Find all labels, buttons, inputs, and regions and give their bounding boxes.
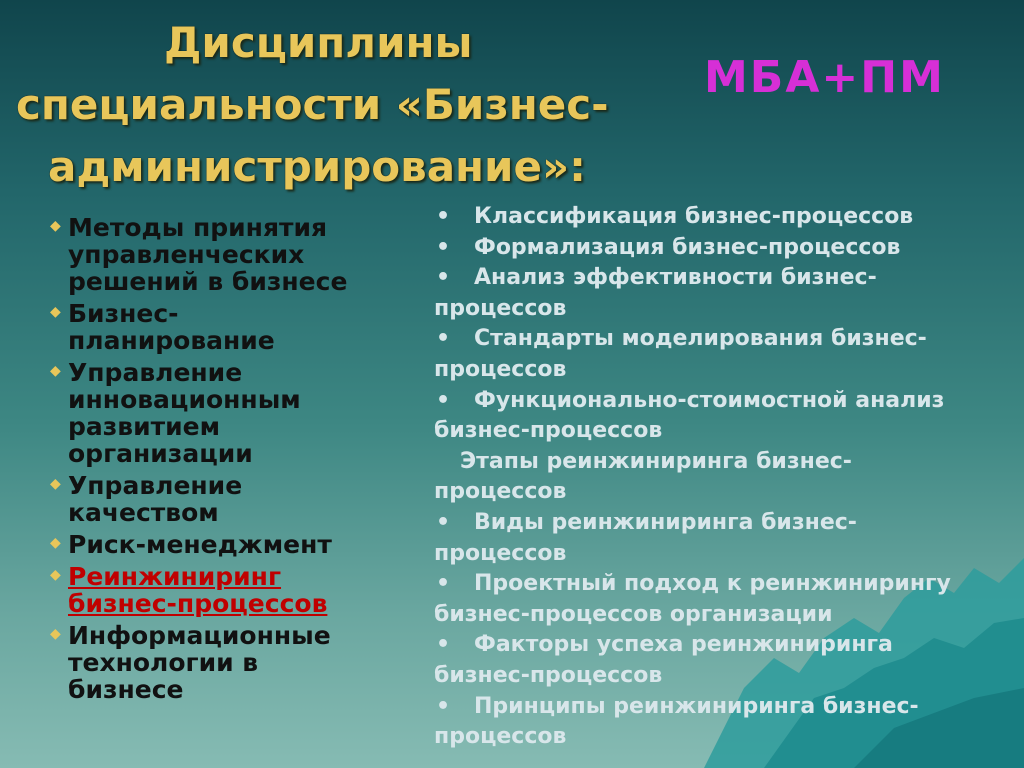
discipline-item [48,531,408,558]
topic-line [434,263,1024,294]
diamond-bullet-icon: ◆ [50,567,61,583]
topic-text: бизнес-процессов [434,662,663,688]
topic-text: процессов [434,540,567,566]
discipline-item-text: организации [68,439,253,468]
topic-line [434,416,1024,447]
bullet-dot-icon: • [436,387,451,413]
topic-text: процессов [434,479,567,505]
topic-text: Стандарты моделирования бизнес- [474,326,927,352]
topic-text: Функционально-стоимостной анализ [474,387,945,413]
diamond-bullet-icon: ◆ [50,218,61,234]
title-line-3: администрирование»: [48,142,586,191]
topic-text: Принципы реинжиниринга бизнес- [474,693,919,719]
discipline-item [48,300,408,354]
diamond-bullet-icon: ◆ [50,476,61,492]
topic-text: процессов [434,356,567,382]
topic-text: Виды реинжиниринга бизнес- [474,509,857,535]
discipline-item-text: решений в бизнесе [68,267,348,296]
title-line-1: Дисциплины [164,18,473,67]
title-line-2: специальности «Бизнес- [16,80,609,129]
topic-text: Классификация бизнес-процессов [474,204,914,229]
discipline-item-text: Управление [68,471,243,500]
bullet-dot-icon: • [436,204,451,229]
discipline-item-text: планирование [68,326,275,355]
topic-line [434,539,1024,570]
topic-line [434,233,1024,264]
topic-line [434,508,1024,539]
discipline-item-text: бизнесе [68,675,184,704]
bullet-dot-icon: • [436,693,451,719]
slide-title [16,12,656,198]
diamond-bullet-icon: ◆ [50,626,61,642]
diamond-bullet-icon: ◆ [50,304,61,320]
left-discipline-list [48,214,408,708]
topic-line [434,477,1024,508]
discipline-item[interactable] [48,563,408,617]
discipline-item-text[interactable]: бизнес-процессов [68,589,328,618]
discipline-item-text[interactable]: Реинжиниринг [68,562,282,591]
topic-line [434,294,1024,325]
topic-line [434,386,1024,417]
bullet-dot-icon: • [436,632,451,658]
discipline-item-text: технологии в [68,648,259,677]
topic-line [434,630,1024,661]
discipline-item-text: Методы принятия [68,213,328,242]
topic-text: Проектный подход к реинжинирингу [474,571,951,597]
discipline-item-text: инновационным [68,385,301,414]
topic-text: процессов [434,724,567,750]
topic-text: Анализ эффективности бизнес- [474,265,877,291]
bullet-dot-icon: • [436,265,451,291]
topic-text: бизнес-процессов организации [434,601,833,627]
bullet-dot-icon: • [436,571,451,597]
topic-line [434,600,1024,631]
topic-line [434,692,1024,723]
diamond-bullet-icon: ◆ [50,535,61,551]
discipline-item [48,359,408,467]
discipline-item-text: качеством [68,498,219,527]
discipline-item [48,472,408,526]
topic-text: бизнес-процессов [434,418,663,444]
bullet-dot-icon: • [436,234,451,260]
topic-line [434,661,1024,692]
topic-text: процессов [434,295,567,321]
topic-line [434,569,1024,600]
bullet-dot-icon: • [436,326,451,352]
discipline-item-text: Управление [68,358,243,387]
discipline-item [48,622,408,703]
discipline-item-text: управленческих [68,240,305,269]
topic-line [434,447,1024,478]
topic-text: Факторы успеха реинжиниринга [474,632,893,658]
discipline-item-text: развитием [68,412,221,441]
topic-text: Формализация бизнес-процессов [474,234,901,260]
discipline-item [48,214,408,295]
topic-line [434,722,1024,753]
topic-line [434,324,1024,355]
diamond-bullet-icon: ◆ [50,363,61,379]
topic-line [434,355,1024,386]
program-badge: МБА+ПМ [704,52,945,103]
topic-line [434,202,1024,233]
discipline-item-text: Бизнес- [68,299,179,328]
right-topic-list [434,202,1024,753]
discipline-item-text: Информационные [68,621,331,650]
bullet-dot-icon: • [436,509,451,535]
topic-text: Этапы реинжиниринга бизнес- [460,448,852,474]
discipline-item-text: Риск-менеджмент [68,530,332,559]
